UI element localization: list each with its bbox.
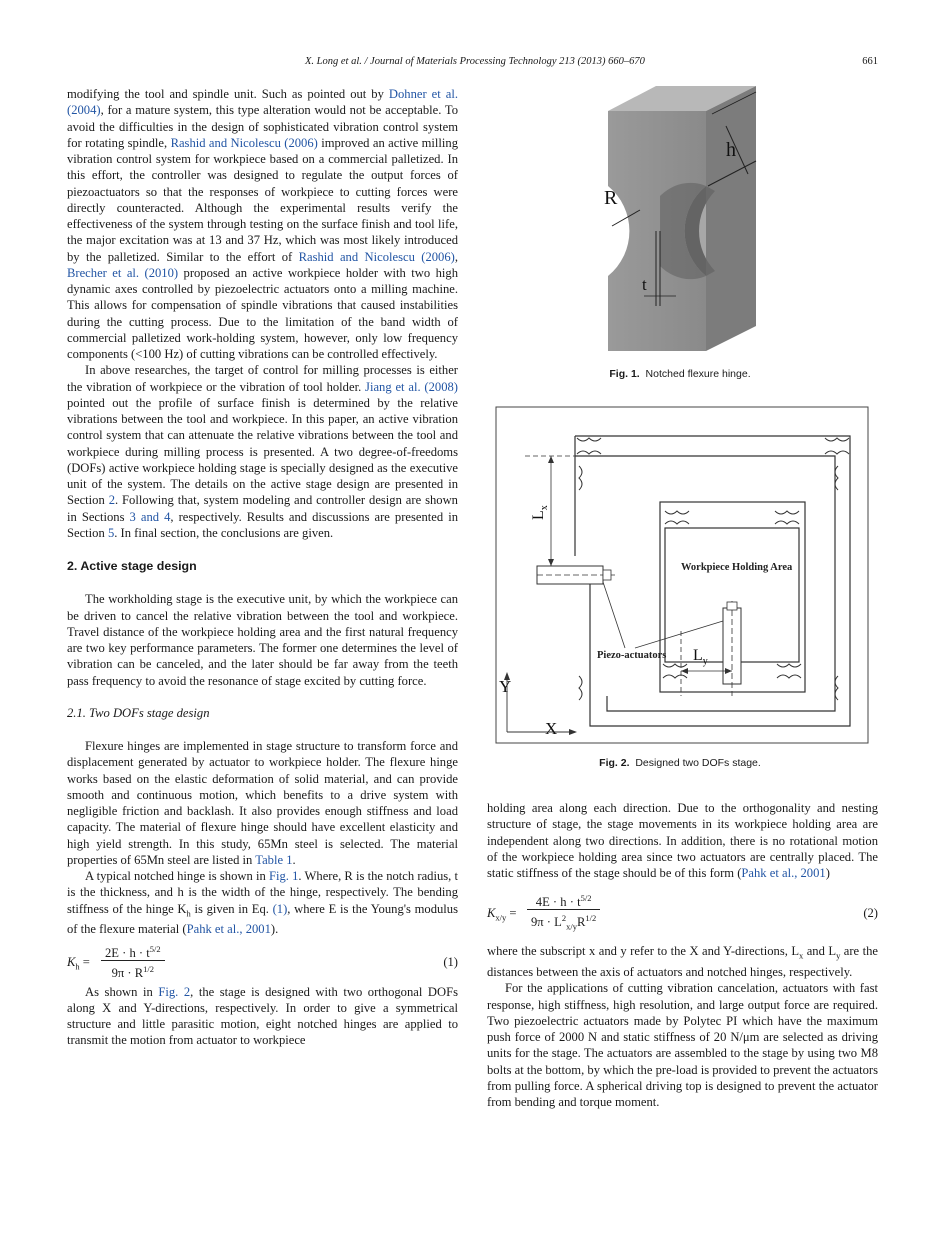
figure-1-caption: Fig. 1. Notched flexure hinge. bbox=[609, 368, 751, 380]
equation-2: $K_{x/y}$ = $\frac{4E \cdot h \cdot t^{5/2}}{9\pi \cdot L^2_{x/y}R^{1/2}}$ (2) bbox=[487, 893, 878, 933]
fig1-label-t: t bbox=[642, 275, 647, 294]
citation-link[interactable]: Brecher et al. (2010) bbox=[67, 265, 179, 280]
paragraph: holding area along each direction. Due to the orthogonality and nesting structure of stage, the stage movements in its workpiece holding area are independent along two directions. In addition, there is no rotational motion of the workpiece holding area since two actuators are centrally placed. The static stiffness of the stage should be of this form (Pahk et al., 2001) bbox=[487, 801, 878, 880]
paragraph: modifying the tool and spindle unit. Such as pointed out by Dohner et al. (2004), for a mature system, this type alteration would not be acceptable. To avoid the difficulties in the design of sophisticated vibration control system for rotating spindle, Rashid and Nicolescu (2006) improved an active milling vibration control system for workpiece based on a commercial palletized. In this effort, the controller was designed to regulate the output forces of piezoactuators so that the responses of workpiece to cutting forces were directly counteracted. Although the experimental results verify the effectiveness of the system through testing on the surface finish and tool life, the major excitation was at 13 and 37 Hz, which was most likely introduced by the palletized. Similar to the effort of Rashid and Nicolescu (2006), Brecher et al. (2010) proposed an active workpiece holder with two high dynamic axes controlled by piezoelectric actuators onto a milling machine. This allows for compensation of spindle vibrations that caused instabilities during the cutting process. Due to the limitation of the band width of commercial palletized work-holding system, however, only low frequency components (<100 Hz) of cutting vibrations can be controlled effectively. bbox=[67, 87, 458, 361]
paragraph: In above researches, the target of control for milling processes is either the vibration of workpiece or the vibration of tool holder. Jiang et al. (2008) pointed out the profile of surface finish is determined by the relative vibrations between the tool and workpiece. In this paper, an active vibration control system that can attenuate the relative vibrations between the tool and workpiece during milling process is presented. A two degree-of-freedoms (DOFs) active workpiece holding stage is specially designed as the executive unit of the system. The details on the active stage design are presented in Section 2. Following that, system modeling and controller design are shown in Sections 3 and 4, respectively. Results and discussions are presented in Section 5. In final section, the conclusions are given. bbox=[67, 363, 458, 540]
citation-link[interactable]: Jiang et al. (2008) bbox=[365, 379, 458, 394]
subsection-heading: 2.1. Two DOFs stage design bbox=[67, 705, 210, 720]
citation-link[interactable]: Rashid and Nicolescu (2006) bbox=[298, 249, 455, 264]
journal-citation: X. Long et al. / Journal of Materials Processing Technology 213 (2013) 660–670 bbox=[305, 56, 645, 67]
fig2-label-piezo: Piezo-actuators bbox=[597, 650, 667, 661]
left-column bbox=[67, 86, 458, 1049]
figure-link[interactable]: Fig. 1 bbox=[268, 869, 299, 883]
section-heading: 2. Active stage design bbox=[67, 559, 197, 573]
paragraph: A typical notched hinge is shown in Fig. 1. Where, R is the notch radius, t is the thickness, and h is the width of the hinge, respectively. The bending stiffness of the hinge $K_h$ is given in Eq. (1), where E is the Young's modulus of the flexure material (Pahk et al., 2001). bbox=[67, 869, 458, 937]
table-link[interactable]: Table 1 bbox=[255, 852, 293, 867]
fig1-label-r: R bbox=[604, 187, 618, 209]
paragraph: The workholding stage is the executive unit, by which the workpiece can be driven to cancel the relative vibration between the tool and workpiece. Travel distance of the workpiece holding area and the first natural frequency are two key performance parameters. The former one determines the level of vibration can be canceled, and the later should be far away from the teeth pass frequency to avoid the resonance of stage excited by cutting force. bbox=[67, 592, 458, 688]
section-link[interactable]: 5 bbox=[107, 525, 115, 540]
fig2-label-workpiece: Workpiece Holding Area bbox=[681, 562, 793, 573]
citation-link[interactable]: Rashid and Nicolescu (2006) bbox=[170, 135, 318, 150]
figure-2-caption: Fig. 2. Designed two DOFs stage. bbox=[599, 757, 761, 769]
paragraph: where the subscript x and y refer to the X and Y-directions, $L_x$ and $L_y$ are the distances between the axis of actuators and notched hinges, respectively. bbox=[487, 944, 878, 980]
fig1-label-h: h bbox=[726, 139, 736, 161]
citation-link[interactable]: Pahk et al., 2001 bbox=[186, 922, 271, 937]
fig2-label-lx: $L_x$ bbox=[530, 505, 550, 520]
figure-2-stage-diagram bbox=[495, 406, 869, 744]
fig2-axis-x: X bbox=[545, 719, 558, 738]
citation-link[interactable]: Dohner et al. (2004) bbox=[67, 87, 458, 118]
paragraph: For the applications of cutting vibration cancelation, actuators with fast response, high stiffness, high resolution, and large output force are required. Two piezoelectric actuators made by Polytec PI which have the maximum push force of 2000 N and static stiffness of 20 N/μm are selected as driving units for the stage. The actuators are assembled to the stage by using two M8 bolts at the bottom, by which the pre-load is provided to prevent the actuators from pulling force. A spherical driving top is designed to prevent the actuator from bending and torque moment. bbox=[487, 981, 879, 1110]
equation-link[interactable]: (1) bbox=[272, 901, 288, 916]
fig2-label-ly: $L_y$ bbox=[693, 647, 708, 667]
running-header bbox=[0, 56, 926, 72]
figure-1-notched-hinge bbox=[600, 86, 760, 356]
section-link[interactable]: 2 bbox=[108, 493, 115, 508]
fig2-axis-y: Y bbox=[499, 677, 512, 696]
paragraph: Flexure hinges are implemented in stage structure to transform force and displacement generated by actuator to workpiece holder. The flexure hinge works based on the elastic deformation of solid material, and can provide smooth and continuous motion, which benefits to a drive system with negligible friction and backlash. It also provides enough stiffness and load capacity. The material of flexure hinge should have excellent elasticity and high yield strength. In this study, 65Mn steel is selected. The material properties of 65Mn steel are listed in Table 1. bbox=[67, 739, 458, 867]
citation-link[interactable]: Pahk et al., 2001 bbox=[741, 866, 826, 880]
equation-number: (1) bbox=[443, 954, 458, 969]
figure-link[interactable]: Fig. 2 bbox=[158, 984, 191, 999]
paragraph: As shown in Fig. 2, the stage is designed with two orthogonal DOFs along X and Y-directions, respectively. In order to give a symmetrical structure and little parasitic motion, eight notched hinges are applied to transmit the motion from actuator to workpiece bbox=[67, 984, 459, 1048]
equation-1: $K_h$ = $\frac{2E \cdot h \cdot t^{5/2}}{9\pi \cdot R^{1/2}}$ (1) bbox=[67, 943, 458, 980]
equation-number: (2) bbox=[863, 906, 878, 921]
right-column bbox=[487, 800, 878, 1110]
page-number: 661 bbox=[862, 56, 878, 67]
section-link[interactable]: 3 and 4 bbox=[129, 509, 171, 524]
